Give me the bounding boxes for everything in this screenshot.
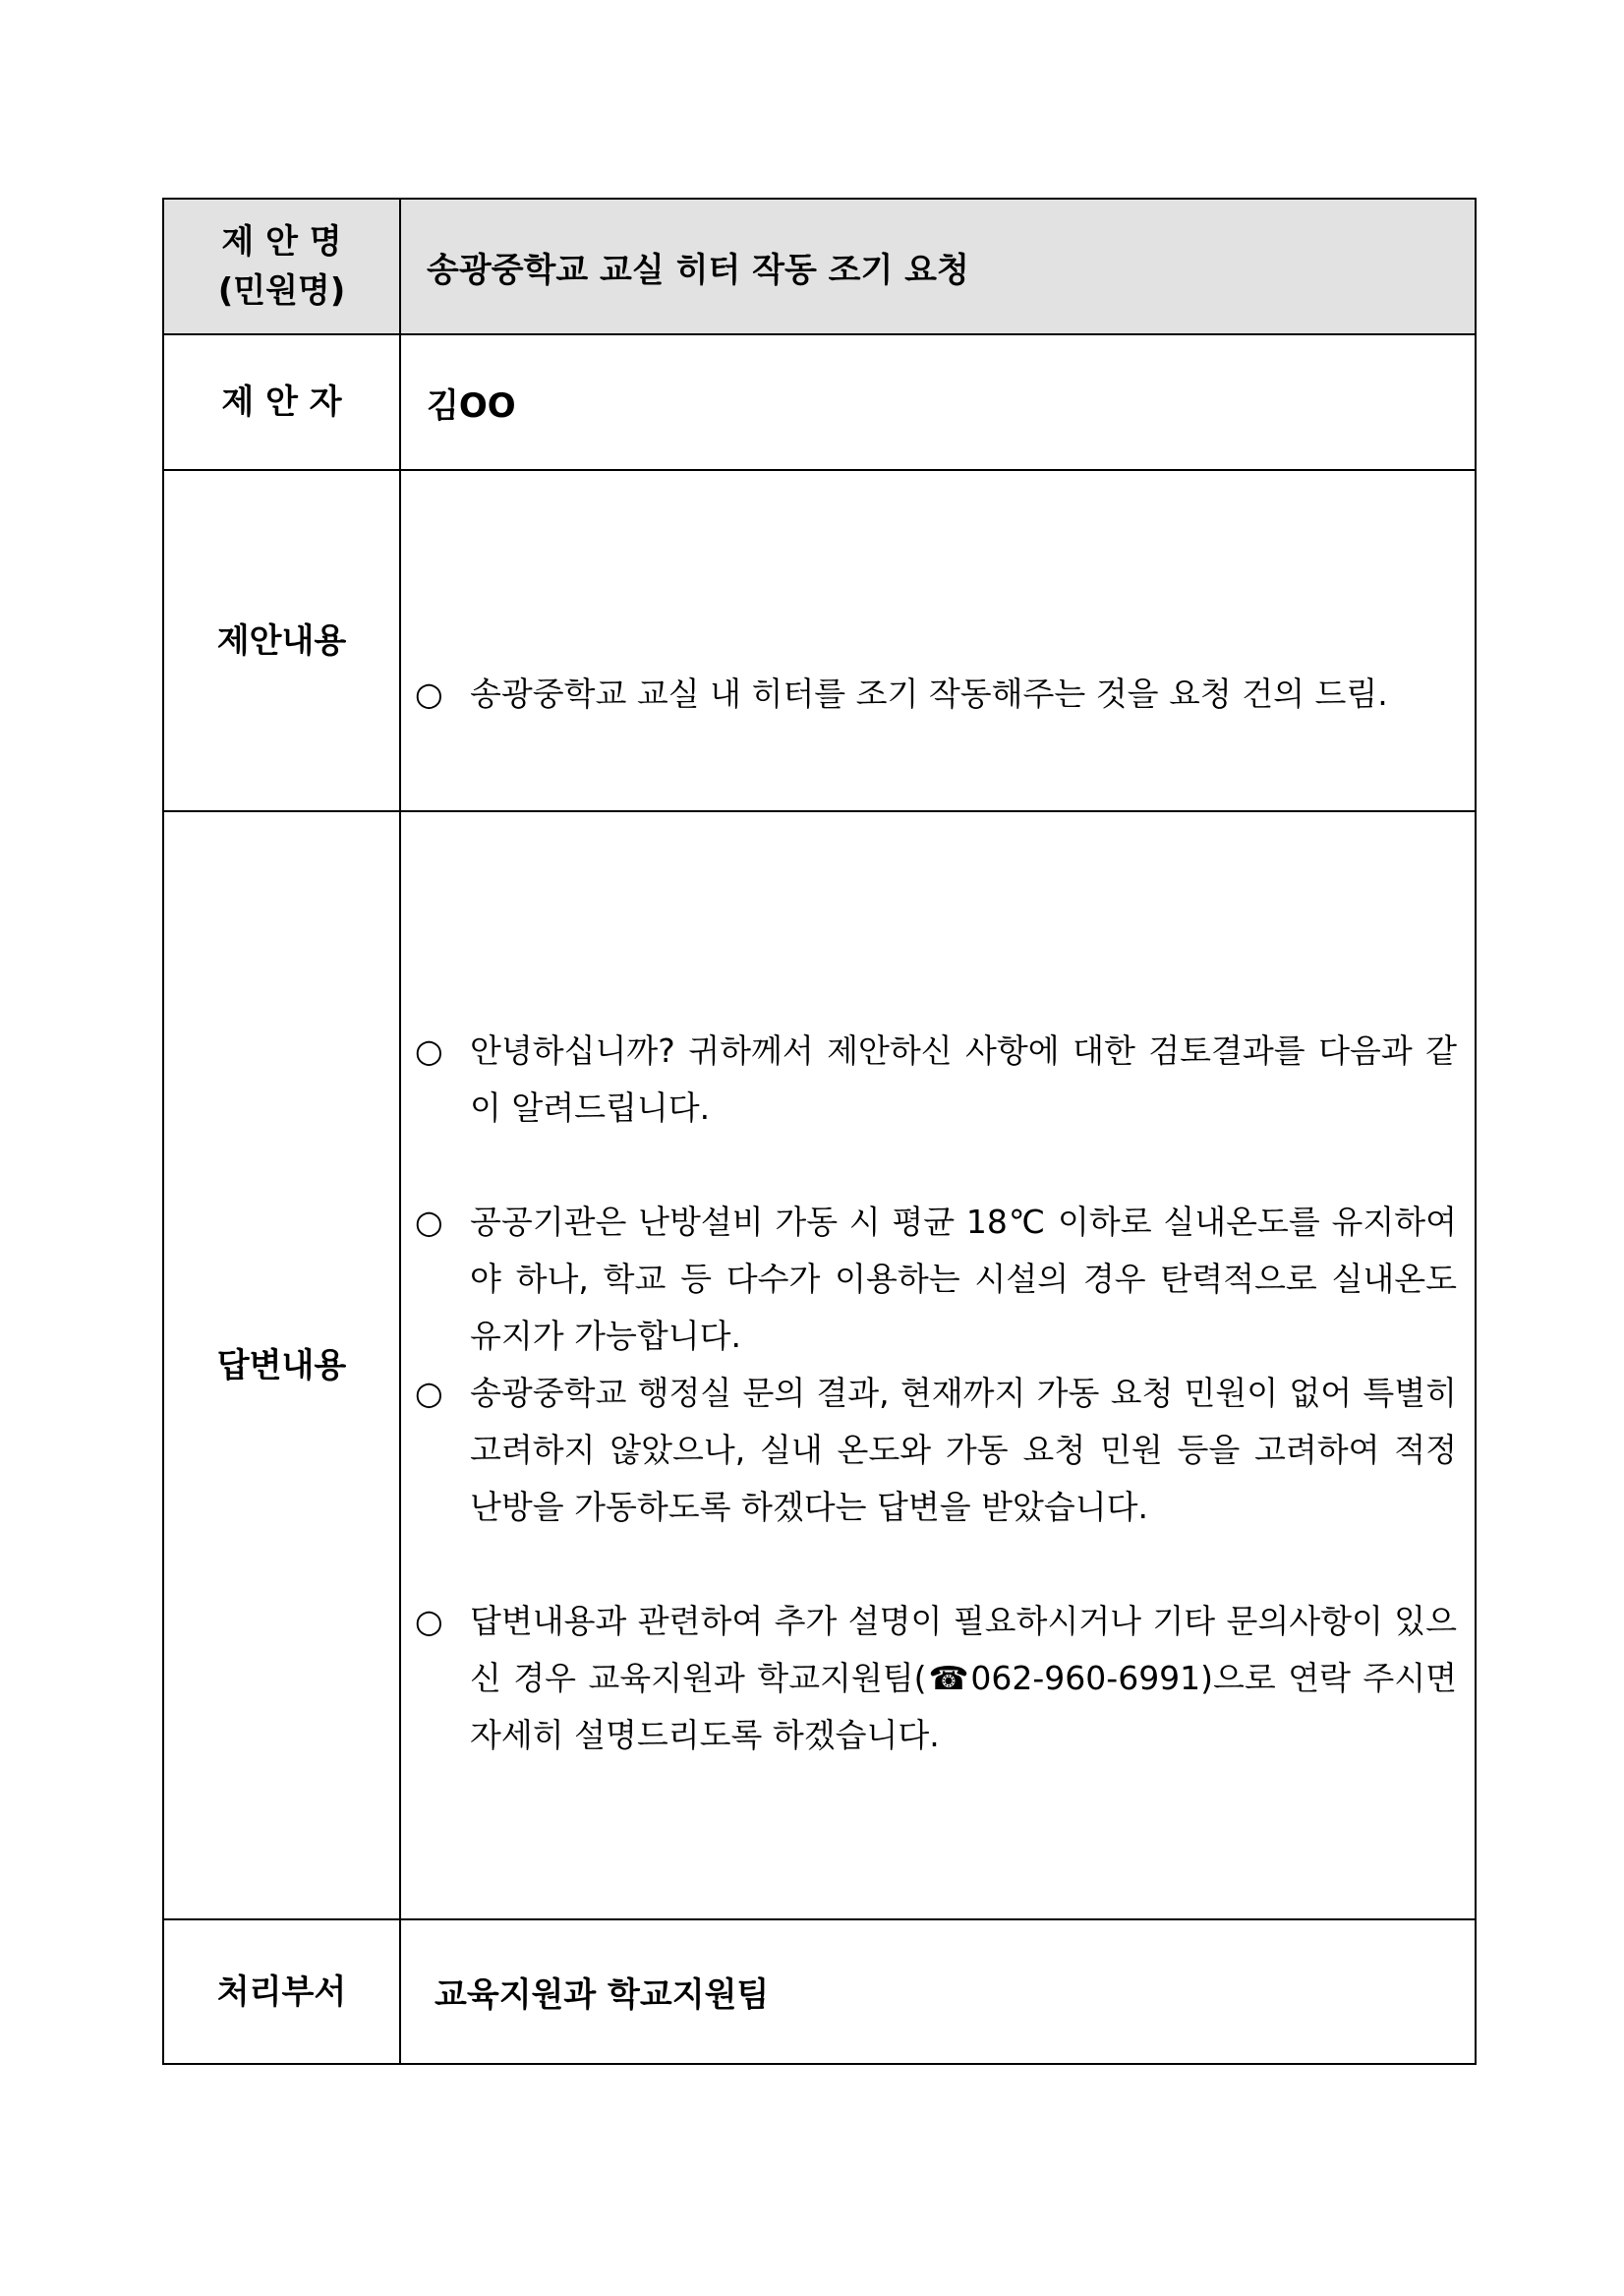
proposer-value: 김OO: [427, 385, 516, 426]
title-row: [163, 199, 1476, 334]
answer-paragraph-2: [401, 1194, 1475, 1365]
title-label-line1: 제 안 명: [221, 222, 342, 262]
title-value: 송광중학교 교실 히터 작동 조기 요청: [427, 250, 969, 290]
proposer-label: 제 안 자: [163, 334, 400, 470]
content-row: [163, 470, 1476, 811]
content-paragraph: [401, 666, 1475, 723]
content-value-cell: [400, 470, 1476, 811]
department-label: 처리부서: [163, 1919, 400, 2064]
answer-value-cell: [400, 811, 1476, 1919]
proposer-value-cell: [400, 334, 1476, 470]
department-value: 교육지원과 학교지원팀: [435, 1975, 770, 2015]
answer-text-2: 공공기관은 난방설비 가동 시 평균 18℃ 이하로 실내온도를 유지하여야 하나, 학교 등 다수가 이용하는 시설의 경우 탄력적으로 실내온도 유지가 가능합니다.: [470, 1202, 1457, 1355]
bullet-circle-icon: ○: [415, 674, 443, 713]
title-label: [163, 199, 400, 334]
content-text: 송광중학교 교실 내 히터를 조기 작동해주는 것을 요청 건의 드림.: [470, 674, 1388, 713]
answer-paragraph-3: [401, 1365, 1475, 1536]
title-label-line2: (민원명): [217, 271, 346, 311]
bullet-circle-icon: ○: [415, 1030, 443, 1070]
answer-text-3: 송광중학교 행정실 문의 결과, 현재까지 가동 요청 민원이 없어 특별히 고려하지 않았으나, 실내 온도와 가동 요청 민원 등을 고려하여 적정 난방을 가동하도록 하겠다는 답변을 받았습니다.: [470, 1373, 1457, 1526]
bullet-circle-icon: ○: [415, 1202, 443, 1241]
content-label: 제안내용: [163, 470, 400, 811]
answer-row: [163, 811, 1476, 1919]
civil-complaint-form: [162, 198, 1477, 2065]
title-value-cell: [400, 199, 1476, 334]
answer-label: 답변내용: [163, 811, 400, 1919]
answer-text-4: 답변내용과 관련하여 추가 설명이 필요하시거나 기타 문의사항이 있으신 경우 교육지원과 학교지원팀(☎062-960-6991)으로 연락 주시면 자세히 설명드리도록 하겠습니다.: [470, 1601, 1457, 1754]
answer-paragraph-4: [401, 1593, 1475, 1764]
proposer-row: [163, 334, 1476, 470]
answer-text-1: 안녕하십니까? 귀하께서 제안하신 사항에 대한 검토결과를 다음과 같이 알려드립니다.: [470, 1030, 1457, 1127]
bullet-circle-icon: ○: [415, 1373, 443, 1412]
answer-paragraph-1: [401, 1023, 1475, 1137]
department-value-cell: [400, 1919, 1476, 2064]
department-row: [163, 1919, 1476, 2064]
bullet-circle-icon: ○: [415, 1601, 443, 1640]
